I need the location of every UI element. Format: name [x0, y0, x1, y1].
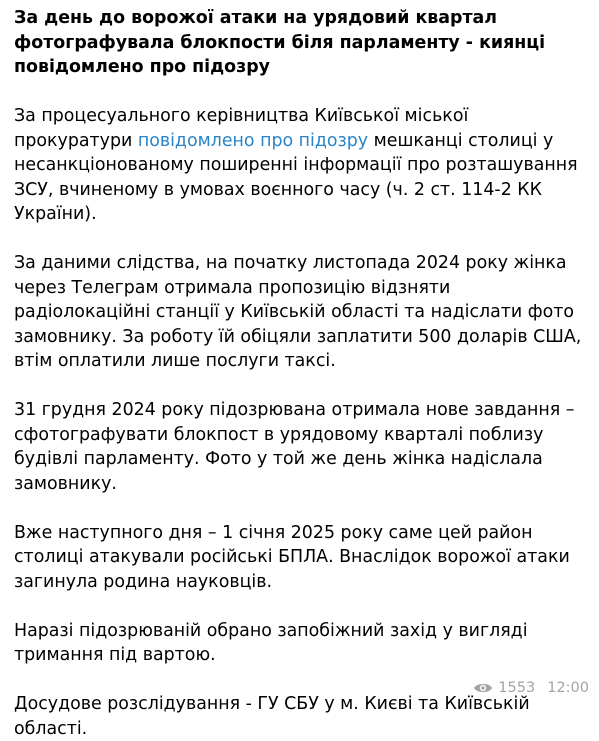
- post-title: За день до ворожої атаки на урядовий квартал фотографувала блокпости біля парламенту - киянці повідомлено про підозру: [14, 8, 546, 77]
- eye-icon: [473, 681, 493, 695]
- post-meta: [473, 680, 589, 696]
- paragraph-3: 31 грудня 2024 року підозрювана отримала нове завдання – сфотографувати блокпост в урядовому кварталі поблизу будівлі парламенту. Фото у той же день жінка надіслала замовнику.: [14, 400, 575, 494]
- paragraph-1-start: За процесуального керівництва Київської міської прокуратури: [14, 106, 469, 151]
- paragraph-6: Досудове розслідування - ГУ СБУ у м. Києві та Київській області.: [14, 694, 530, 739]
- view-count: 1553: [498, 680, 536, 696]
- post-time: 12:00: [547, 680, 589, 696]
- paragraph-2: За даними слідства, на початку листопада 2024 року жінка через Телеграм отримала пропозицію відзняти радіолокаційні станції у Київській області та надіслати фото замовнику. За роботу їй обіцяли заплатити 500 доларів США, втім оплатили лише послуги таксі.: [14, 253, 582, 371]
- paragraph-1: [14, 104, 585, 227]
- paragraph-4: Вже наступного дня – 1 січня 2025 року саме цей район столиці атакували російські БПЛА. Внаслідок ворожої атаки загинула родина науковців.: [14, 522, 570, 592]
- suspicion-link[interactable]: повідомлено про підозру: [137, 130, 369, 151]
- paragraph-5: Наразі підозрюваній обрано запобіжний захід у вигляді тримання під вартою.: [14, 620, 528, 665]
- paragraph-1-end: мешканці столиці у несанкціонованому поширенні інформації про розташування ЗСУ, вчиненому в умовах воєнного часу (ч. 2 ст. 114-2 КК України).: [14, 130, 578, 224]
